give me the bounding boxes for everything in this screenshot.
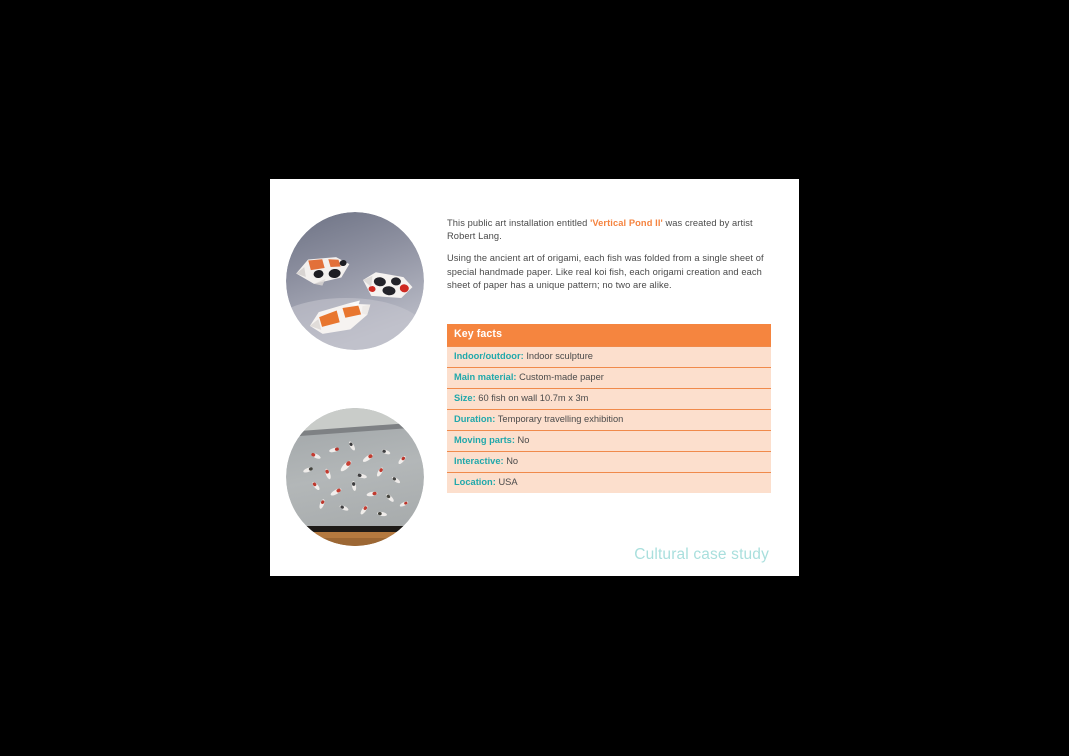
fact-interactive <box>447 452 771 473</box>
fact-duration <box>447 410 771 431</box>
table-row <box>447 452 771 473</box>
fact-value: USA <box>498 477 518 487</box>
fact-size <box>447 389 771 410</box>
fact-label: Main material: <box>454 372 517 382</box>
fact-value: Custom-made paper <box>519 372 604 382</box>
table-row <box>447 410 771 431</box>
slide-footer-label: Cultural case study <box>634 546 769 563</box>
fact-value: Temporary travelling exhibition <box>497 414 624 424</box>
fact-label: Interactive: <box>454 456 504 466</box>
fact-value: No <box>517 435 530 445</box>
wall-installation-of-fish-image <box>286 408 424 546</box>
table-row <box>447 431 771 452</box>
table-row <box>447 389 771 410</box>
paragraph-intro-tail: was created by artist Robert Lang. <box>447 218 753 242</box>
fact-indoor-outdoor <box>447 347 771 368</box>
installation-title: 'Vertical Pond II' <box>590 218 663 228</box>
case-study-description <box>447 217 773 292</box>
fact-moving-parts <box>447 431 771 452</box>
key-facts-table <box>447 324 771 493</box>
origami-koi-fish-closeup-image <box>286 212 424 350</box>
fact-label: Location: <box>454 477 496 487</box>
fact-value: Indoor sculpture <box>526 351 593 361</box>
fact-value: No <box>506 456 519 466</box>
fact-label: Moving parts: <box>454 435 515 445</box>
key-facts-title: Key facts <box>447 324 771 347</box>
fact-main-material <box>447 368 771 389</box>
fact-label: Indoor/outdoor: <box>454 351 524 361</box>
slide-card <box>270 179 799 576</box>
table-row <box>447 347 771 368</box>
paragraph-intro-lead: This public art installation entitled <box>447 218 591 228</box>
fact-value: 60 fish on wall 10.7m x 3m <box>478 393 589 403</box>
paragraph-detail: Using the ancient art of origami, each fish was folded from a single sheet of special handmade paper. Like real koi fish, each origami creation and each sheet of paper has a unique pattern; no two are alike. <box>447 253 764 290</box>
table-row <box>447 368 771 389</box>
paragraph-intro <box>447 217 773 243</box>
fact-location <box>447 473 771 494</box>
key-facts-header-row <box>447 324 771 347</box>
table-row <box>447 473 771 494</box>
fact-label: Duration: <box>454 414 496 424</box>
fact-label: Size: <box>454 393 476 403</box>
